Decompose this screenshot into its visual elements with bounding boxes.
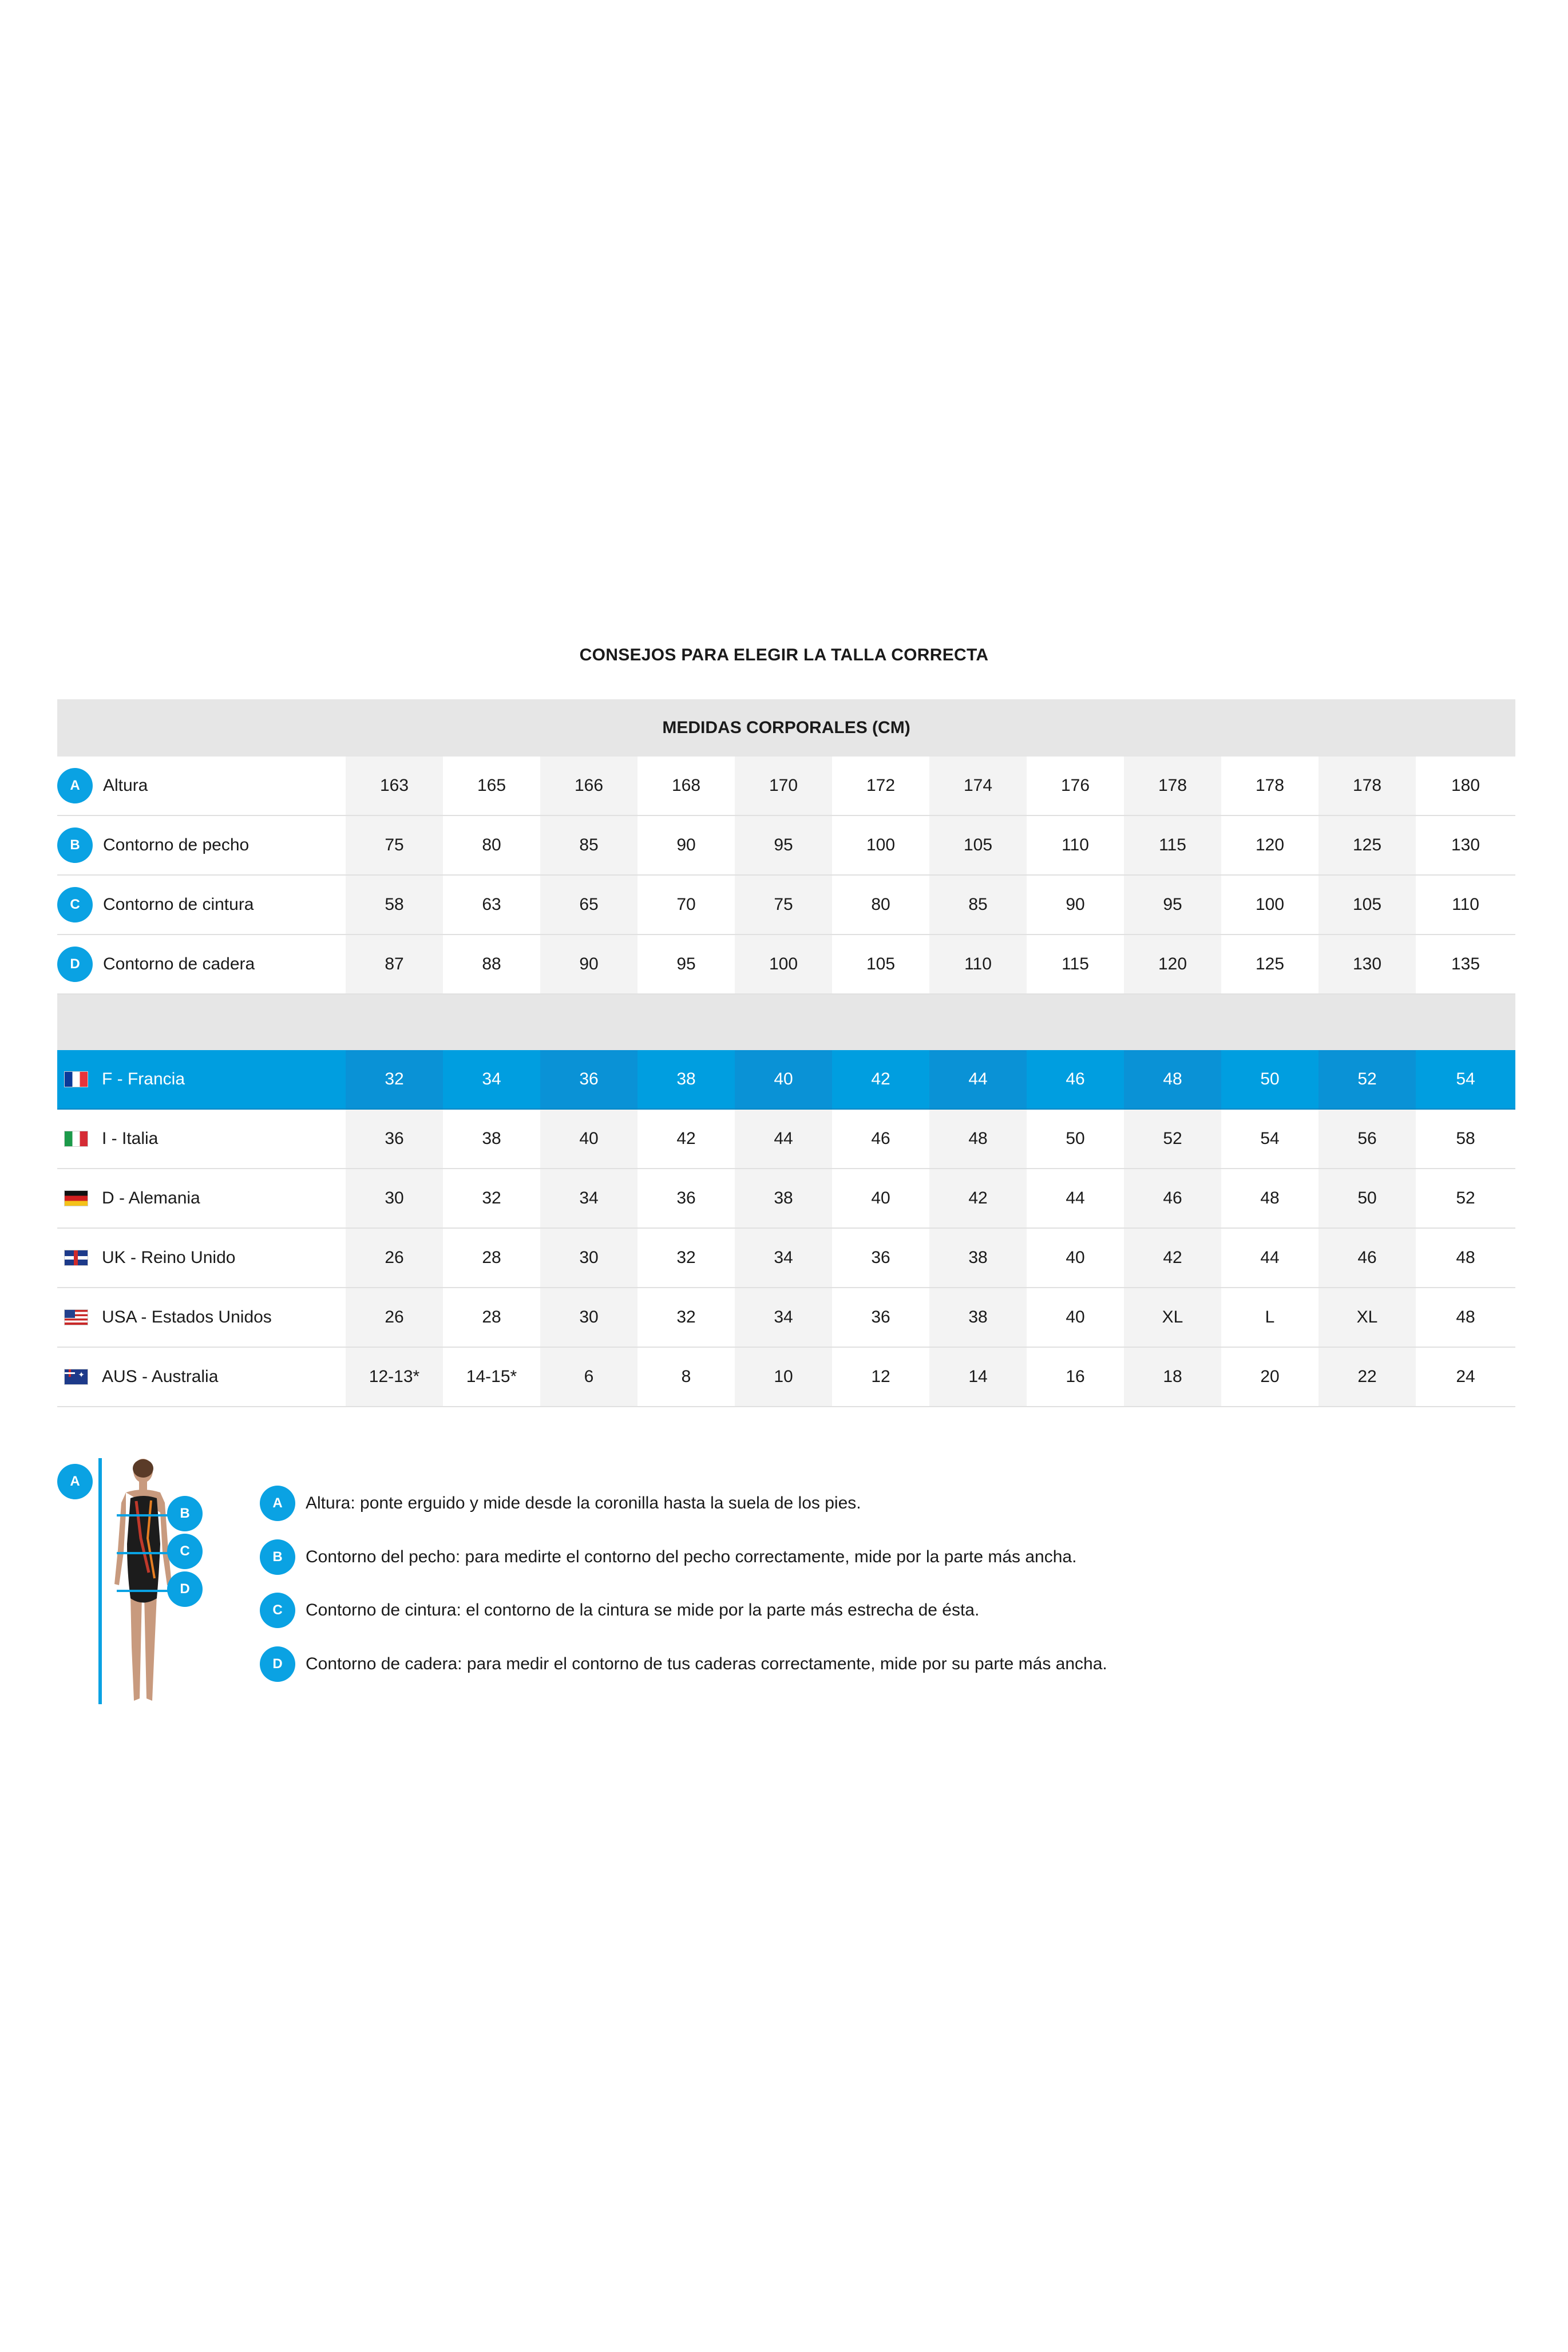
size-value: 110 [1416,875,1515,935]
measure-row [57,875,1515,935]
row-label: AUS - Australia [102,1367,219,1386]
size-value: 12 [832,1347,929,1407]
size-value: 95 [1124,875,1221,935]
size-value: 44 [929,1050,1027,1109]
country-row [57,1228,1515,1288]
size-value: 18 [1124,1347,1221,1407]
size-value: 38 [735,1169,832,1228]
size-value: 48 [1416,1288,1515,1347]
size-value: 36 [346,1109,443,1169]
size-value: 30 [346,1169,443,1228]
size-value: 32 [443,1169,540,1228]
size-value: 52 [1318,1050,1416,1109]
definition-waist [260,1593,979,1628]
size-value: 40 [1027,1288,1124,1347]
measure-row [57,757,1515,815]
size-value: 24 [1416,1347,1515,1407]
size-value: 30 [540,1228,638,1288]
row-label-cell [57,1228,346,1288]
size-value: 54 [1416,1050,1515,1109]
size-value: 135 [1416,935,1515,994]
size-value: 178 [1221,757,1318,815]
figure-badge-a: A [57,1464,93,1499]
size-value: 178 [1318,757,1416,815]
size-value: 58 [1416,1109,1515,1169]
height-line [98,1458,102,1704]
size-value: 26 [346,1228,443,1288]
size-value: 85 [929,875,1027,935]
row-label-cell [57,935,346,994]
figure-badge-c: C [167,1534,203,1569]
definition-badge: B [260,1539,295,1575]
country-row [57,1109,1515,1169]
size-value: 12-13* [346,1347,443,1407]
measure-row [57,815,1515,875]
row-label-cell [57,1050,346,1109]
size-value: 75 [346,815,443,875]
measure-badge: C [57,887,93,922]
row-label: Contorno de cadera [103,955,255,973]
size-table [57,699,1515,1407]
definition-badge: C [260,1593,295,1628]
size-value: 174 [929,757,1027,815]
row-label: USA - Estados Unidos [102,1308,272,1327]
country-row [57,1050,1515,1109]
definition-text: Altura: ponte erguido y mide desde la coronilla hasta la suela de los pies. [306,1494,861,1512]
size-value: 56 [1318,1109,1416,1169]
size-value: 90 [638,815,735,875]
figure-badge-b: B [167,1496,203,1531]
page-title: CONSEJOS PARA ELEGIR LA TALLA CORRECTA [579,646,989,664]
size-value: 34 [443,1050,540,1109]
size-value: 38 [638,1050,735,1109]
definition-badge: A [260,1486,295,1521]
flag-icon [64,1131,88,1147]
flag-icon [64,1309,88,1325]
size-value: 176 [1027,757,1124,815]
size-value: 36 [832,1228,929,1288]
size-value: 46 [832,1109,929,1169]
row-label: I - Italia [102,1129,159,1148]
size-value: 6 [540,1347,638,1407]
row-label-cell [57,1109,346,1169]
size-value: 105 [929,815,1027,875]
size-value: 165 [443,757,540,815]
size-value: 42 [1124,1228,1221,1288]
definition-badge: D [260,1646,295,1682]
size-value: 166 [540,757,638,815]
size-value: 48 [929,1109,1027,1169]
size-value: 26 [346,1288,443,1347]
size-value: 46 [1027,1050,1124,1109]
size-value: 115 [1027,935,1124,994]
size-value: 28 [443,1288,540,1347]
size-value: 110 [1027,815,1124,875]
size-value: 90 [540,935,638,994]
size-value: 38 [929,1228,1027,1288]
size-value: 105 [1318,875,1416,935]
size-value: 16 [1027,1347,1124,1407]
size-value: 50 [1221,1050,1318,1109]
size-value: 48 [1416,1228,1515,1288]
size-value: 22 [1318,1347,1416,1407]
size-value: 120 [1124,935,1221,994]
size-value: 110 [929,935,1027,994]
size-value: 40 [540,1109,638,1169]
size-value: 10 [735,1347,832,1407]
row-label-cell [57,1288,346,1347]
row-label: D - Alemania [102,1189,200,1207]
flag-icon [64,1250,88,1266]
row-label-cell [57,1347,346,1407]
row-label-cell [57,815,346,875]
size-value: 40 [1027,1228,1124,1288]
size-value: 14 [929,1347,1027,1407]
size-value: 163 [346,757,443,815]
size-value: 54 [1221,1109,1318,1169]
size-value: 130 [1416,815,1515,875]
size-value: XL [1124,1288,1221,1347]
size-value: 80 [443,815,540,875]
measure-row [57,935,1515,994]
row-label-cell [57,1169,346,1228]
size-value: 44 [1221,1228,1318,1288]
size-value: 63 [443,875,540,935]
size-value: 42 [929,1169,1027,1228]
country-row [57,1169,1515,1228]
size-value: 120 [1221,815,1318,875]
size-value: 170 [735,757,832,815]
flag-icon [64,1071,88,1087]
size-value: 34 [735,1288,832,1347]
size-value: 95 [638,935,735,994]
country-row [57,1288,1515,1347]
size-value: 180 [1416,757,1515,815]
definition-text: Contorno de cadera: para medir el contorno de tus caderas correctamente, mide por su parte más ancha. [306,1654,1107,1673]
size-value: 90 [1027,875,1124,935]
size-value: 38 [929,1288,1027,1347]
size-value: 87 [346,935,443,994]
definition-text: Contorno de cintura: el contorno de la cintura se mide por la parte más estrecha de ésta. [306,1601,980,1620]
size-value: 44 [1027,1169,1124,1228]
size-value: 42 [832,1050,929,1109]
size-value: 168 [638,757,735,815]
size-value: 50 [1027,1109,1124,1169]
size-value: 130 [1318,935,1416,994]
definition-height [260,1486,861,1521]
size-value: 65 [540,875,638,935]
size-value: 36 [832,1288,929,1347]
size-value: 32 [638,1228,735,1288]
size-value: 100 [832,815,929,875]
size-value: 52 [1416,1169,1515,1228]
definition-text: Contorno del pecho: para medirte el contorno del pecho correctamente, mide por la parte más ancha. [306,1547,1077,1566]
definition-chest [260,1539,1076,1575]
size-value: 28 [443,1228,540,1288]
definition-hip [260,1646,1107,1682]
measure-badge: B [57,827,93,863]
section-divider-cell [57,994,1515,1050]
size-value: 36 [638,1169,735,1228]
size-value: 48 [1124,1050,1221,1109]
size-value: 34 [735,1228,832,1288]
size-value: 44 [735,1109,832,1169]
size-value: 115 [1124,815,1221,875]
size-value: 30 [540,1288,638,1347]
size-value: 125 [1318,815,1416,875]
size-value: L [1221,1288,1318,1347]
size-value: 100 [1221,875,1318,935]
size-value: 14-15* [443,1347,540,1407]
size-value: 85 [540,815,638,875]
size-value: 32 [638,1288,735,1347]
flag-icon [64,1190,88,1206]
size-value: 32 [346,1050,443,1109]
row-label-cell [57,875,346,935]
size-value: 58 [346,875,443,935]
row-label-cell [57,757,346,815]
figure-badge-d: D [167,1571,203,1607]
flag-icon [64,1369,88,1385]
measure-badge: A [57,768,93,803]
size-value: 52 [1124,1109,1221,1169]
size-value: 172 [832,757,929,815]
row-label: Contorno de cintura [103,895,254,914]
row-label: Altura [103,776,148,795]
size-value: 40 [832,1169,929,1228]
measures-header: MEDIDAS CORPORALES (CM) [57,699,1515,757]
size-value: 80 [832,875,929,935]
row-label: Contorno de pecho [103,836,250,854]
size-value: 8 [638,1347,735,1407]
size-value: 42 [638,1109,735,1169]
country-row [57,1347,1515,1407]
measure-badge: D [57,947,93,982]
size-value: 34 [540,1169,638,1228]
size-value: 95 [735,815,832,875]
size-value: 40 [735,1050,832,1109]
section-divider [57,994,1515,1050]
size-value: 46 [1318,1228,1416,1288]
size-value: XL [1318,1288,1416,1347]
size-value: 50 [1318,1169,1416,1228]
size-value: 105 [832,935,929,994]
size-value: 70 [638,875,735,935]
row-label: F - Francia [102,1070,185,1088]
size-value: 38 [443,1109,540,1169]
size-value: 36 [540,1050,638,1109]
size-value: 88 [443,935,540,994]
size-table-body [57,699,1515,1407]
measures-header-row [57,699,1515,757]
size-value: 20 [1221,1347,1318,1407]
size-value: 46 [1124,1169,1221,1228]
size-value: 48 [1221,1169,1318,1228]
size-value: 125 [1221,935,1318,994]
row-label: UK - Reino Unido [102,1248,236,1267]
size-value: 75 [735,875,832,935]
size-value: 178 [1124,757,1221,815]
size-value: 100 [735,935,832,994]
